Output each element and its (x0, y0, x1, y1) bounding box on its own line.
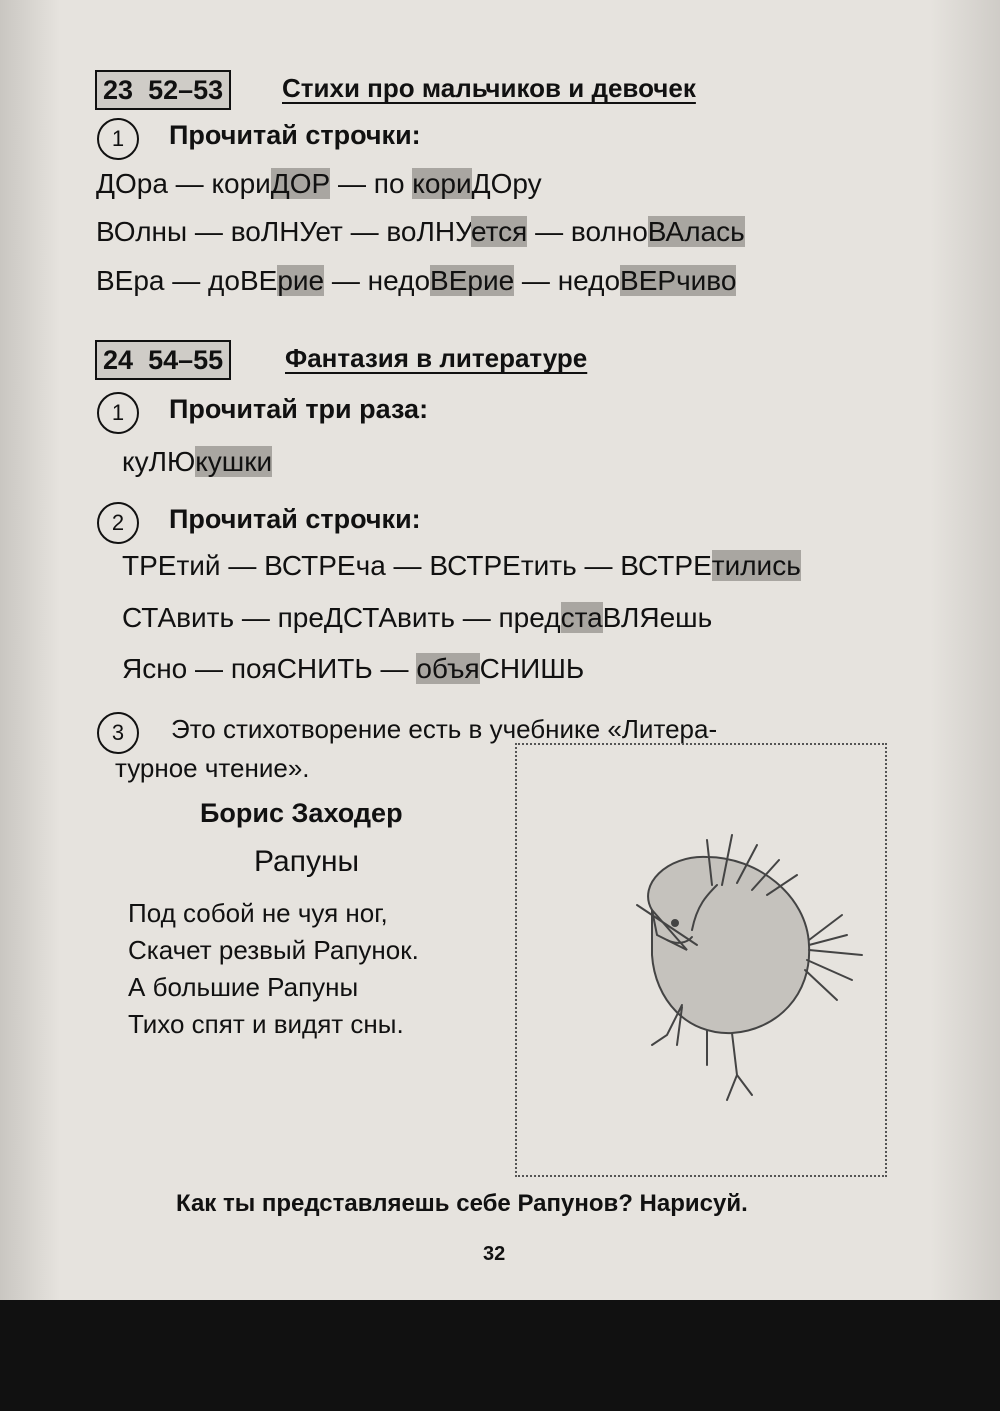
highlighted-fragment: ВАлась (647, 216, 745, 247)
highlighted-fragment: ВЕрие (430, 265, 515, 296)
lesson-24-task-2 (97, 502, 497, 542)
task-instruction: Прочитай три раза: (169, 394, 429, 424)
lesson-23-number-box (95, 70, 231, 110)
text-fragment: — недо (324, 265, 431, 296)
text-fragment: — по (330, 168, 413, 199)
poem-line: Под собой не чуя ног, (128, 898, 388, 928)
lesson-24-pages: 54–55 (148, 345, 224, 375)
lesson-24-number-box (95, 340, 231, 380)
text-fragment: куЛЮ (122, 446, 196, 477)
drawing-area[interactable] (515, 743, 887, 1177)
l23-line-3 (96, 265, 736, 297)
poem-author: Борис Заходер (200, 798, 403, 828)
l24-line-1 (122, 550, 801, 582)
lesson-23-header (95, 70, 795, 110)
text-fragment: ВЛЯешь (602, 602, 713, 633)
text-fragment: — недо (514, 265, 621, 296)
l24-line-2 (122, 602, 712, 634)
highlighted-fragment: кушки (195, 446, 273, 477)
task-instruction: Это стихотворение есть в учебнике «Литера- (171, 714, 718, 744)
text-fragment: ДОру (471, 168, 542, 199)
lesson-24-header (95, 340, 795, 380)
text-fragment: СТАвить — преДСТАвить — пред (122, 602, 561, 633)
text-fragment: ТРЕтий — ВСТРЕча — ВСТРЕтить — ВСТРЕ (122, 550, 712, 581)
text-fragment: ВЕра — доВЕ (96, 265, 278, 296)
drawing-prompt: Как ты представляешь себе Рапунов? Нарисуй. (176, 1190, 748, 1217)
l23-line-2 (96, 216, 745, 248)
task-instruction-cont: турное чтение». (115, 753, 310, 783)
task-number-circle: 3 (97, 712, 139, 754)
lesson-23-pages: 52–53 (148, 75, 224, 105)
poem-line: Скачет резвый Рапунок. (128, 935, 419, 965)
highlighted-fragment: ДОР (270, 168, 331, 199)
l23-line-1 (96, 168, 542, 200)
task-instruction: Прочитай строчки: (169, 504, 421, 534)
text-fragment: СНИШЬ (479, 653, 585, 684)
lesson-23-number: 23 (103, 75, 134, 105)
text-fragment: ДОра — кори (96, 168, 271, 199)
text-fragment: ВОлны — воЛНУет — воЛНУ (96, 216, 472, 247)
lesson-24-task-1 (97, 392, 497, 432)
lesson-23-title: Стихи про мальчиков и девочек (282, 73, 696, 103)
highlighted-fragment: объя (416, 653, 480, 684)
lesson-23-task-1 (97, 118, 497, 158)
poem-body (128, 895, 419, 1043)
highlighted-fragment: рие (277, 265, 325, 296)
text-fragment: — волно (527, 216, 648, 247)
highlighted-fragment: ста (560, 602, 603, 633)
task-number-circle: 1 (97, 118, 139, 160)
l24-line-3 (122, 653, 584, 685)
text-fragment: Ясно — пояСНИТЬ — (122, 653, 417, 684)
highlighted-fragment: ется (471, 216, 528, 247)
highlighted-fragment: ВЕРчиво (620, 265, 737, 296)
lesson-24-number: 24 (103, 345, 134, 375)
lesson-24-title: Фантазия в литературе (285, 343, 588, 373)
highlighted-fragment: тились (711, 550, 801, 581)
task-number-circle: 2 (97, 502, 139, 544)
poem-title: Рапуны (254, 845, 360, 878)
task-instruction: Прочитай строчки: (169, 120, 421, 150)
child-drawing-icon (517, 745, 885, 1175)
poem-line: А большие Рапуны (128, 972, 359, 1002)
highlighted-fragment: кори (412, 168, 472, 199)
page-number: 32 (483, 1243, 506, 1265)
l24-word (122, 446, 272, 478)
poem-line: Тихо спят и видят сны. (128, 1009, 404, 1039)
task-number-circle: 1 (97, 392, 139, 434)
